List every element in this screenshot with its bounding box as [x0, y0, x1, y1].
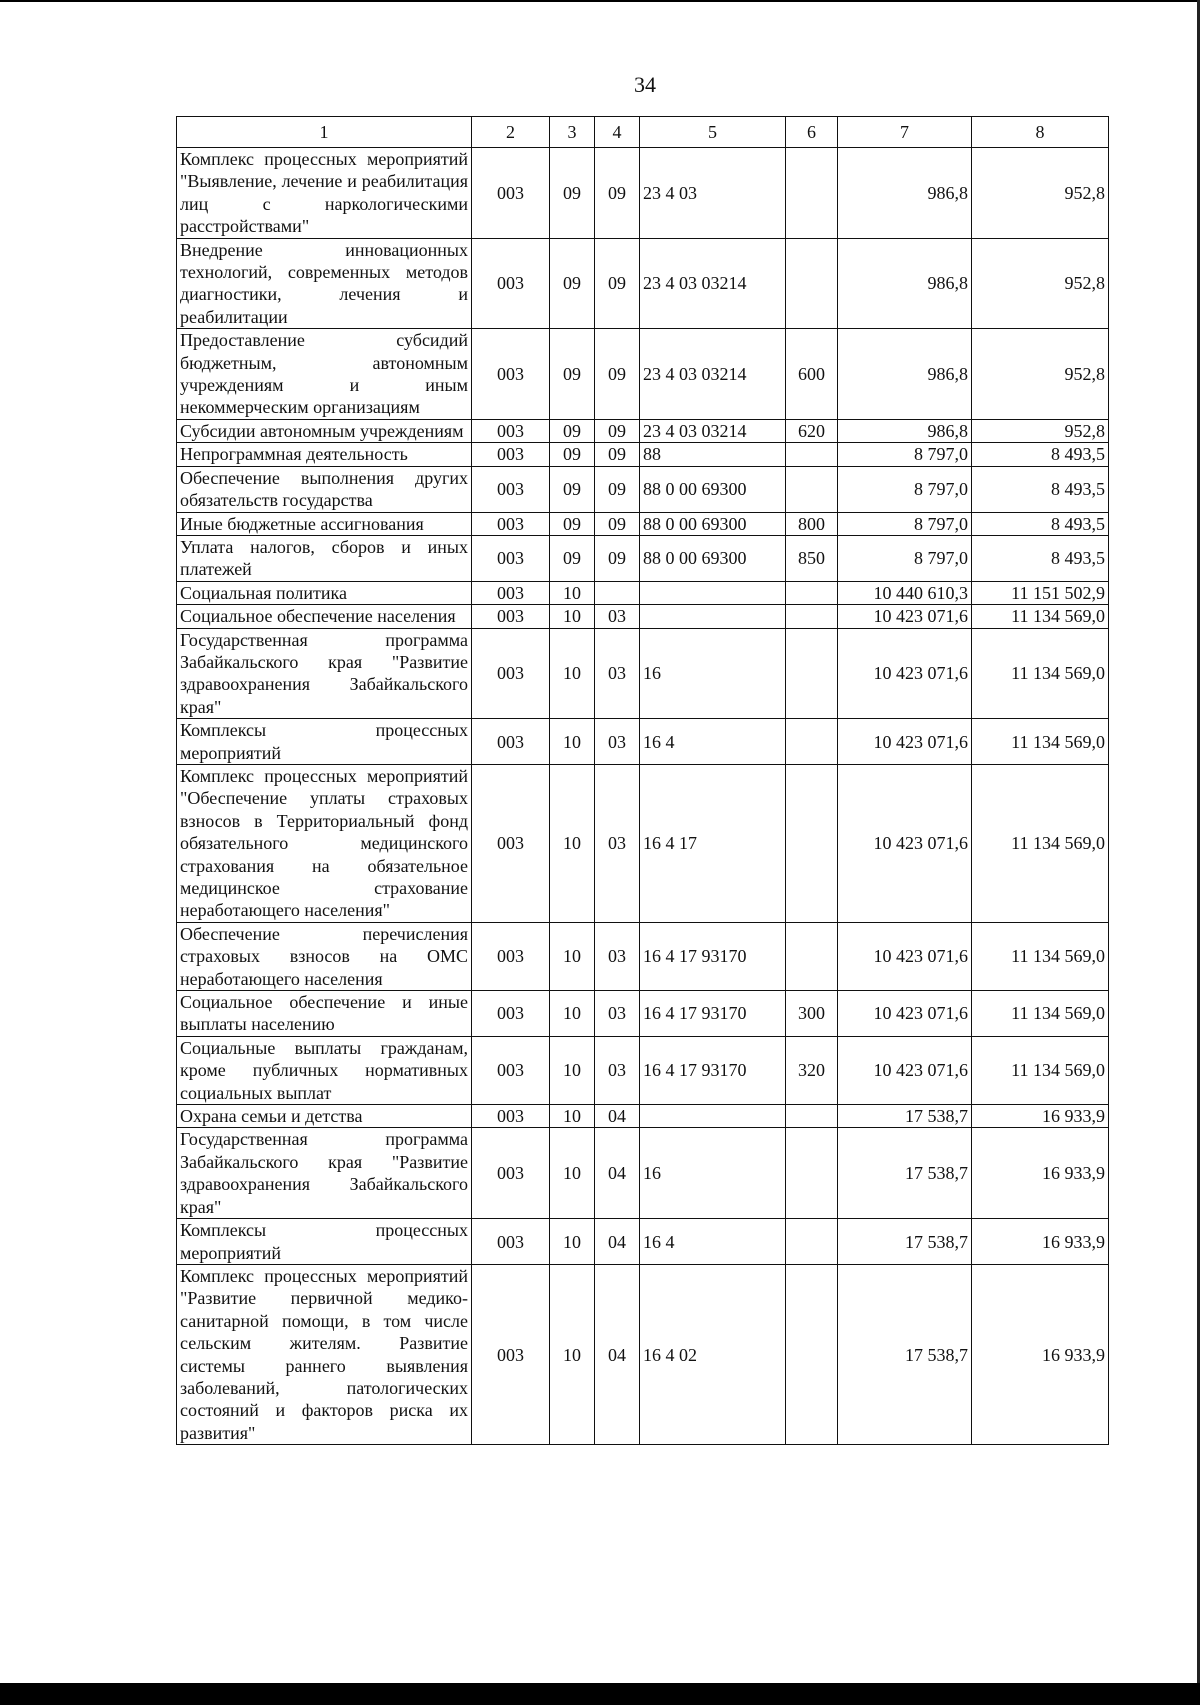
col-8-cell: 11 151 502,9 — [972, 581, 1109, 604]
col-5-cell: 23 4 03 03214 — [640, 419, 786, 442]
col-2-cell: 003 — [472, 443, 550, 466]
col-4-cell: 09 — [595, 512, 640, 535]
header-col-7: 7 — [838, 117, 972, 148]
row-name: Уплата налогов, сборов и иных платежей — [177, 535, 472, 581]
col-8-cell: 952,8 — [972, 238, 1109, 329]
table-row — [177, 1105, 1109, 1128]
header-col-5: 5 — [640, 117, 786, 148]
row-name: Комплексы процессных мероприятий — [177, 719, 472, 765]
col-6-cell: 850 — [786, 535, 838, 581]
col-5-cell: 88 0 00 69300 — [640, 466, 786, 512]
col-8-cell: 11 134 569,0 — [972, 991, 1109, 1037]
col-3-cell: 10 — [550, 719, 595, 765]
col-5-cell — [640, 581, 786, 604]
col-6-cell — [786, 1128, 838, 1219]
col-5-cell: 16 4 17 — [640, 764, 786, 922]
col-2-cell: 003 — [472, 1036, 550, 1104]
col-3-cell: 10 — [550, 991, 595, 1037]
row-name: Государственная программа Забайкальского края "Развитие здравоохранения Забайкальского края" — [177, 1128, 472, 1219]
col-5-cell: 16 4 — [640, 719, 786, 765]
col-3-cell: 10 — [550, 1264, 595, 1444]
col-2-cell: 003 — [472, 1105, 550, 1128]
col-3-cell: 10 — [550, 581, 595, 604]
col-7-cell: 8 797,0 — [838, 535, 972, 581]
page-number: 34 — [634, 72, 656, 97]
col-8-cell: 952,8 — [972, 329, 1109, 420]
table-row — [177, 443, 1109, 466]
col-8-cell: 16 933,9 — [972, 1105, 1109, 1128]
row-name: Внедрение инновационных технологий, современных методов диагностики, лечения и реабилитации — [177, 238, 472, 329]
col-2-cell: 003 — [472, 922, 550, 990]
col-5-cell: 16 4 17 93170 — [640, 1036, 786, 1104]
col-4-cell: 04 — [595, 1105, 640, 1128]
col-6-cell — [786, 1105, 838, 1128]
col-6-cell — [786, 605, 838, 628]
col-4-cell — [595, 581, 640, 604]
table-row — [177, 605, 1109, 628]
col-7-cell: 8 797,0 — [838, 512, 972, 535]
col-7-cell: 10 423 071,6 — [838, 991, 972, 1037]
table-row — [177, 148, 1109, 239]
col-4-cell: 09 — [595, 148, 640, 239]
col-6-cell — [786, 922, 838, 990]
col-5-cell: 16 4 02 — [640, 1264, 786, 1444]
row-name: Комплексы процессных мероприятий — [177, 1219, 472, 1265]
col-2-cell: 003 — [472, 1128, 550, 1219]
col-5-cell: 16 4 17 93170 — [640, 991, 786, 1037]
col-7-cell: 10 423 071,6 — [838, 922, 972, 990]
row-name: Комплекс процессных мероприятий "Обеспечение уплаты страховых взносов в Территориальный фонд обязательного медицинского страхования на обязательное медицинское страхование неработающего населения" — [177, 764, 472, 922]
col-4-cell: 03 — [595, 628, 640, 719]
table-row — [177, 581, 1109, 604]
table-row — [177, 1264, 1109, 1444]
col-2-cell: 003 — [472, 1219, 550, 1265]
col-8-cell: 8 493,5 — [972, 443, 1109, 466]
col-7-cell: 17 538,7 — [838, 1264, 972, 1444]
col-5-cell: 88 — [640, 443, 786, 466]
row-name: Государственная программа Забайкальского края "Развитие здравоохранения Забайкальского края" — [177, 628, 472, 719]
col-7-cell: 8 797,0 — [838, 443, 972, 466]
col-2-cell: 003 — [472, 329, 550, 420]
col-7-cell: 17 538,7 — [838, 1219, 972, 1265]
table-row — [177, 1036, 1109, 1104]
col-8-cell: 11 134 569,0 — [972, 628, 1109, 719]
col-2-cell: 003 — [472, 628, 550, 719]
col-2-cell: 003 — [472, 581, 550, 604]
table-row — [177, 764, 1109, 922]
col-8-cell: 11 134 569,0 — [972, 922, 1109, 990]
col-6-cell: 300 — [786, 991, 838, 1037]
col-6-cell: 320 — [786, 1036, 838, 1104]
table-row — [177, 1128, 1109, 1219]
col-8-cell: 11 134 569,0 — [972, 605, 1109, 628]
col-3-cell: 10 — [550, 1219, 595, 1265]
col-6-cell: 600 — [786, 329, 838, 420]
col-8-cell: 952,8 — [972, 148, 1109, 239]
col-6-cell — [786, 238, 838, 329]
col-3-cell: 09 — [550, 443, 595, 466]
col-3-cell: 10 — [550, 764, 595, 922]
row-name: Охрана семьи и детства — [177, 1105, 472, 1128]
col-4-cell: 09 — [595, 535, 640, 581]
col-4-cell: 04 — [595, 1128, 640, 1219]
row-name: Обеспечение выполнения других обязательств государства — [177, 466, 472, 512]
col-3-cell: 09 — [550, 419, 595, 442]
col-6-cell — [786, 1219, 838, 1265]
col-3-cell: 10 — [550, 922, 595, 990]
col-3-cell: 09 — [550, 238, 595, 329]
col-8-cell: 952,8 — [972, 419, 1109, 442]
col-7-cell: 10 423 071,6 — [838, 605, 972, 628]
table-row — [177, 991, 1109, 1037]
table-row — [177, 719, 1109, 765]
budget-table — [176, 116, 1109, 1445]
col-8-cell: 11 134 569,0 — [972, 764, 1109, 922]
col-2-cell: 003 — [472, 238, 550, 329]
header-col-8: 8 — [972, 117, 1109, 148]
col-7-cell: 10 423 071,6 — [838, 719, 972, 765]
row-name: Социальное обеспечение населения — [177, 605, 472, 628]
table-row — [177, 466, 1109, 512]
col-3-cell: 10 — [550, 605, 595, 628]
col-4-cell: 09 — [595, 419, 640, 442]
col-5-cell — [640, 1105, 786, 1128]
col-4-cell: 09 — [595, 238, 640, 329]
col-6-cell — [786, 719, 838, 765]
col-8-cell: 11 134 569,0 — [972, 719, 1109, 765]
table-row — [177, 1219, 1109, 1265]
table-row — [177, 922, 1109, 990]
col-8-cell: 16 933,9 — [972, 1219, 1109, 1265]
col-8-cell: 16 933,9 — [972, 1128, 1109, 1219]
row-name: Социальная политика — [177, 581, 472, 604]
header-col-1: 1 — [177, 117, 472, 148]
col-5-cell: 88 0 00 69300 — [640, 535, 786, 581]
col-5-cell: 88 0 00 69300 — [640, 512, 786, 535]
scan-bottom-edge — [0, 1683, 1200, 1705]
row-name: Иные бюджетные ассигнования — [177, 512, 472, 535]
table-row — [177, 419, 1109, 442]
col-2-cell: 003 — [472, 535, 550, 581]
col-2-cell: 003 — [472, 466, 550, 512]
col-6-cell — [786, 148, 838, 239]
col-3-cell: 09 — [550, 535, 595, 581]
col-2-cell: 003 — [472, 764, 550, 922]
col-8-cell: 11 134 569,0 — [972, 1036, 1109, 1104]
header-col-6: 6 — [786, 117, 838, 148]
header-col-3: 3 — [550, 117, 595, 148]
col-3-cell: 09 — [550, 329, 595, 420]
col-3-cell: 09 — [550, 466, 595, 512]
col-4-cell: 09 — [595, 466, 640, 512]
col-6-cell — [786, 443, 838, 466]
table-header — [177, 117, 1109, 148]
col-7-cell: 8 797,0 — [838, 466, 972, 512]
col-6-cell: 620 — [786, 419, 838, 442]
col-5-cell: 16 4 17 93170 — [640, 922, 786, 990]
col-7-cell: 986,8 — [838, 148, 972, 239]
col-6-cell — [786, 466, 838, 512]
col-7-cell: 10 423 071,6 — [838, 628, 972, 719]
col-7-cell: 986,8 — [838, 238, 972, 329]
header-row — [177, 117, 1109, 148]
col-3-cell: 09 — [550, 512, 595, 535]
col-5-cell: 16 — [640, 628, 786, 719]
row-name: Социальное обеспечение и иные выплаты населению — [177, 991, 472, 1037]
table-body — [177, 148, 1109, 1445]
row-name: Предоставление субсидий бюджетным, автономным учреждениям и иным некоммерческим организациям — [177, 329, 472, 420]
col-8-cell: 8 493,5 — [972, 466, 1109, 512]
col-5-cell: 16 — [640, 1128, 786, 1219]
col-2-cell: 003 — [472, 148, 550, 239]
col-7-cell: 986,8 — [838, 329, 972, 420]
col-2-cell: 003 — [472, 719, 550, 765]
col-7-cell: 986,8 — [838, 419, 972, 442]
row-name: Комплекс процессных мероприятий "Выявление, лечение и реабилитация лиц с наркологическими расстройствами" — [177, 148, 472, 239]
col-2-cell: 003 — [472, 991, 550, 1037]
col-7-cell: 17 538,7 — [838, 1128, 972, 1219]
scan-top-edge — [0, 0, 1200, 2]
col-7-cell: 17 538,7 — [838, 1105, 972, 1128]
row-name: Социальные выплаты гражданам, кроме публичных нормативных социальных выплат — [177, 1036, 472, 1104]
col-4-cell: 04 — [595, 1219, 640, 1265]
table-row — [177, 535, 1109, 581]
header-col-2: 2 — [472, 117, 550, 148]
col-7-cell: 10 423 071,6 — [838, 1036, 972, 1104]
row-name: Комплекс процессных мероприятий "Развитие первичной медико-санитарной помощи, в том числе сельским жителям. Развитие системы раннего выявления заболеваний, патологических состояний и факторов риска их развития" — [177, 1264, 472, 1444]
row-name: Непрограммная деятельность — [177, 443, 472, 466]
col-5-cell — [640, 605, 786, 628]
col-2-cell: 003 — [472, 605, 550, 628]
col-8-cell: 16 933,9 — [972, 1264, 1109, 1444]
col-3-cell: 10 — [550, 1128, 595, 1219]
col-6-cell — [786, 581, 838, 604]
col-2-cell: 003 — [472, 512, 550, 535]
col-7-cell: 10 423 071,6 — [838, 764, 972, 922]
col-3-cell: 10 — [550, 1036, 595, 1104]
table-row — [177, 238, 1109, 329]
col-8-cell: 8 493,5 — [972, 535, 1109, 581]
col-4-cell: 03 — [595, 922, 640, 990]
col-5-cell: 23 4 03 03214 — [640, 238, 786, 329]
col-4-cell: 03 — [595, 605, 640, 628]
col-6-cell: 800 — [786, 512, 838, 535]
col-5-cell: 23 4 03 — [640, 148, 786, 239]
col-4-cell: 09 — [595, 443, 640, 466]
col-8-cell: 8 493,5 — [972, 512, 1109, 535]
row-name: Субсидии автономным учреждениям — [177, 419, 472, 442]
col-3-cell: 10 — [550, 628, 595, 719]
header-col-4: 4 — [595, 117, 640, 148]
table-row — [177, 512, 1109, 535]
col-3-cell: 09 — [550, 148, 595, 239]
col-4-cell: 04 — [595, 1264, 640, 1444]
col-2-cell: 003 — [472, 1264, 550, 1444]
row-name: Обеспечение перечисления страховых взносов на ОМС неработающего населения — [177, 922, 472, 990]
col-4-cell: 03 — [595, 764, 640, 922]
col-6-cell — [786, 764, 838, 922]
col-4-cell: 03 — [595, 991, 640, 1037]
table-row — [177, 329, 1109, 420]
col-5-cell: 16 4 — [640, 1219, 786, 1265]
col-6-cell — [786, 628, 838, 719]
col-2-cell: 003 — [472, 419, 550, 442]
col-4-cell: 03 — [595, 1036, 640, 1104]
col-5-cell: 23 4 03 03214 — [640, 329, 786, 420]
col-4-cell: 09 — [595, 329, 640, 420]
col-7-cell: 10 440 610,3 — [838, 581, 972, 604]
col-3-cell: 10 — [550, 1105, 595, 1128]
col-4-cell: 03 — [595, 719, 640, 765]
col-6-cell — [786, 1264, 838, 1444]
table-row — [177, 628, 1109, 719]
